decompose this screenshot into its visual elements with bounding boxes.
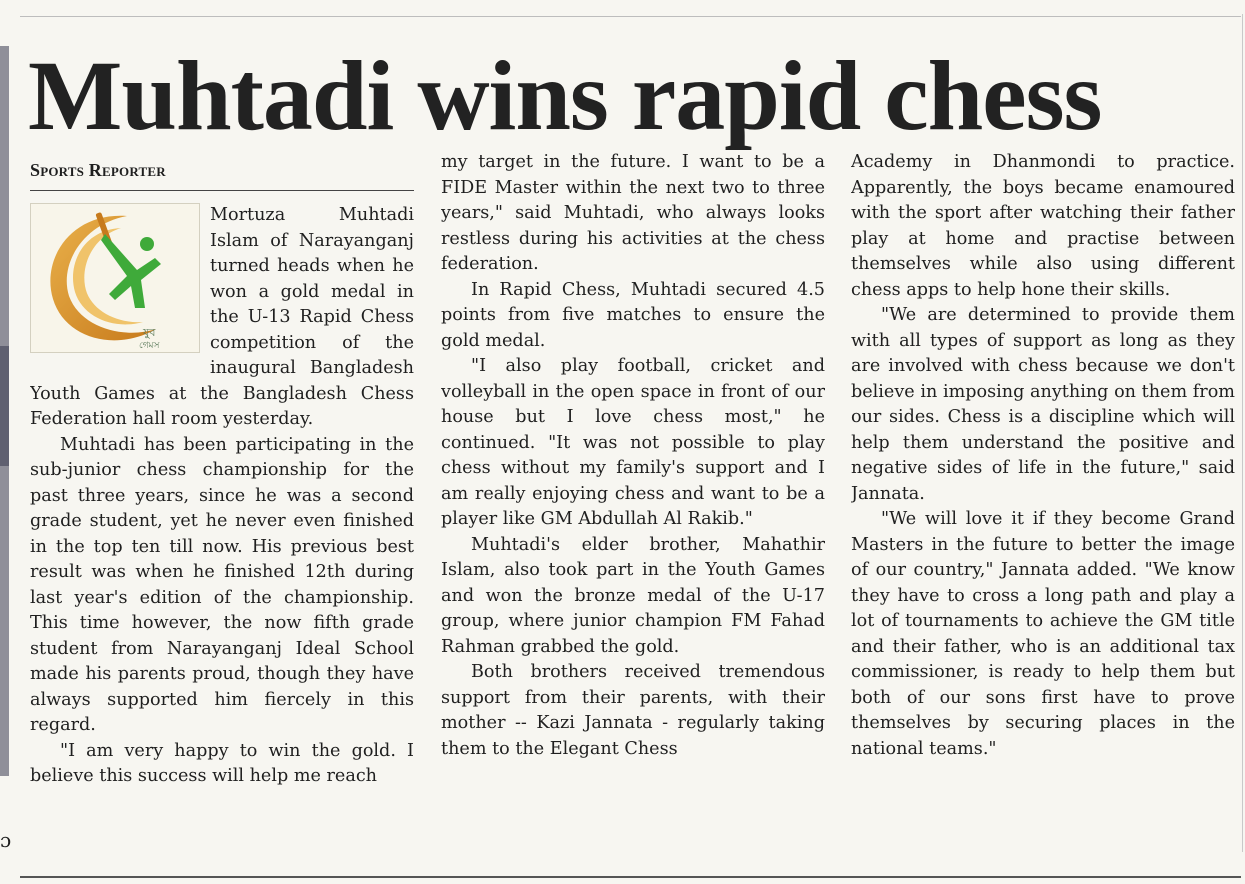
paragraph: Both brothers received tremendous support from their parents, with their mother -- Kazi Jannata - regularly taking them to the Elegant Chess xyxy=(441,662,825,759)
headline: Muhtadi wins rapid chess xyxy=(28,40,1102,151)
right-edge-rule xyxy=(1242,14,1243,852)
paragraph: Mortuza Muhtadi Islam of Narayanganj turned heads when he won a gold medal in the U-13 Rapid Chess competition of the inaugural Bangladesh Youth Games at the Bangladesh Chess Federation hall room yesterday. xyxy=(30,205,414,429)
paragraph: "I am very happy to win the gold. I believe this success will help me reach xyxy=(30,740,414,786)
paragraph: my target in the future. I want to be a FIDE Master within the next two to three years," said Muhtadi, who always looks restless during his activities at the chess federation. xyxy=(441,152,825,274)
paragraph: Muhtadi has been participating in the sub-junior chess championship for the past three years, since he was a second grade student, yet he never even finished in the top ten till now. His previous best result was when he finished 12th during last year's edition of the championship. This time however, the now fifth grade student from Narayanganj Ideal School made his parents proud, though they have always supported him fiercely in this regard. xyxy=(30,434,414,735)
paragraph: Academy in Dhanmondi to practice. Apparently, the boys became enamoured with the sport after watching their father play at home and practise between themselves while also using different chess apps to help hone their skills. xyxy=(851,152,1235,300)
article-column-1 xyxy=(30,150,414,862)
paragraph: "We are determined to provide them with all types of support as long as they are involved with chess because we don't believe in imposing anything on them from our sides. Chess is a discipline which will help them understand the positive and negative sides of life in the future," said Jannata. xyxy=(851,305,1235,504)
bangladesh-youth-games-logo-icon xyxy=(30,203,200,353)
top-rule xyxy=(20,16,1241,17)
adjacent-page-glyph: ɔ xyxy=(0,828,12,852)
adjacent-page-strip xyxy=(0,46,9,776)
article-column-3 xyxy=(851,150,1235,862)
paragraph: "I also play football, cricket and volleyball in the open space in front of our house but I love chess most," he continued. "It was not possible to play chess without my family's support and I am really enjoying chess and want to be a player like GM Abdullah Al Rakib." xyxy=(441,356,825,529)
paragraph: "We will love it if they become Grand Masters in the future to better the image of our country," Jannata added. "We know they have to cross a long path and play a lot of tournaments to achieve the GM title and their father, who is an additional tax commissioner, is ready to help them but both of our sons first have to prove themselves by securing places in the national teams." xyxy=(851,509,1235,759)
footer-rule xyxy=(20,876,1241,878)
logo-caption-2: গেমস xyxy=(139,341,160,351)
adjacent-page-image-fragment xyxy=(0,346,9,466)
paragraph: Muhtadi's elder brother, Mahathir Islam, also took part in the Youth Games and won the bronze medal of the U-17 group, where junior champion FM Fahad Rahman grabbed the gold. xyxy=(441,534,825,657)
paragraph: In Rapid Chess, Muhtadi secured 4.5 points from five matches to ensure the gold medal. xyxy=(441,279,825,351)
byline-rule xyxy=(30,190,414,191)
byline: Sports Reporter xyxy=(30,160,166,180)
article-column-2 xyxy=(441,150,825,862)
logo-caption-1: যুব xyxy=(143,326,156,339)
